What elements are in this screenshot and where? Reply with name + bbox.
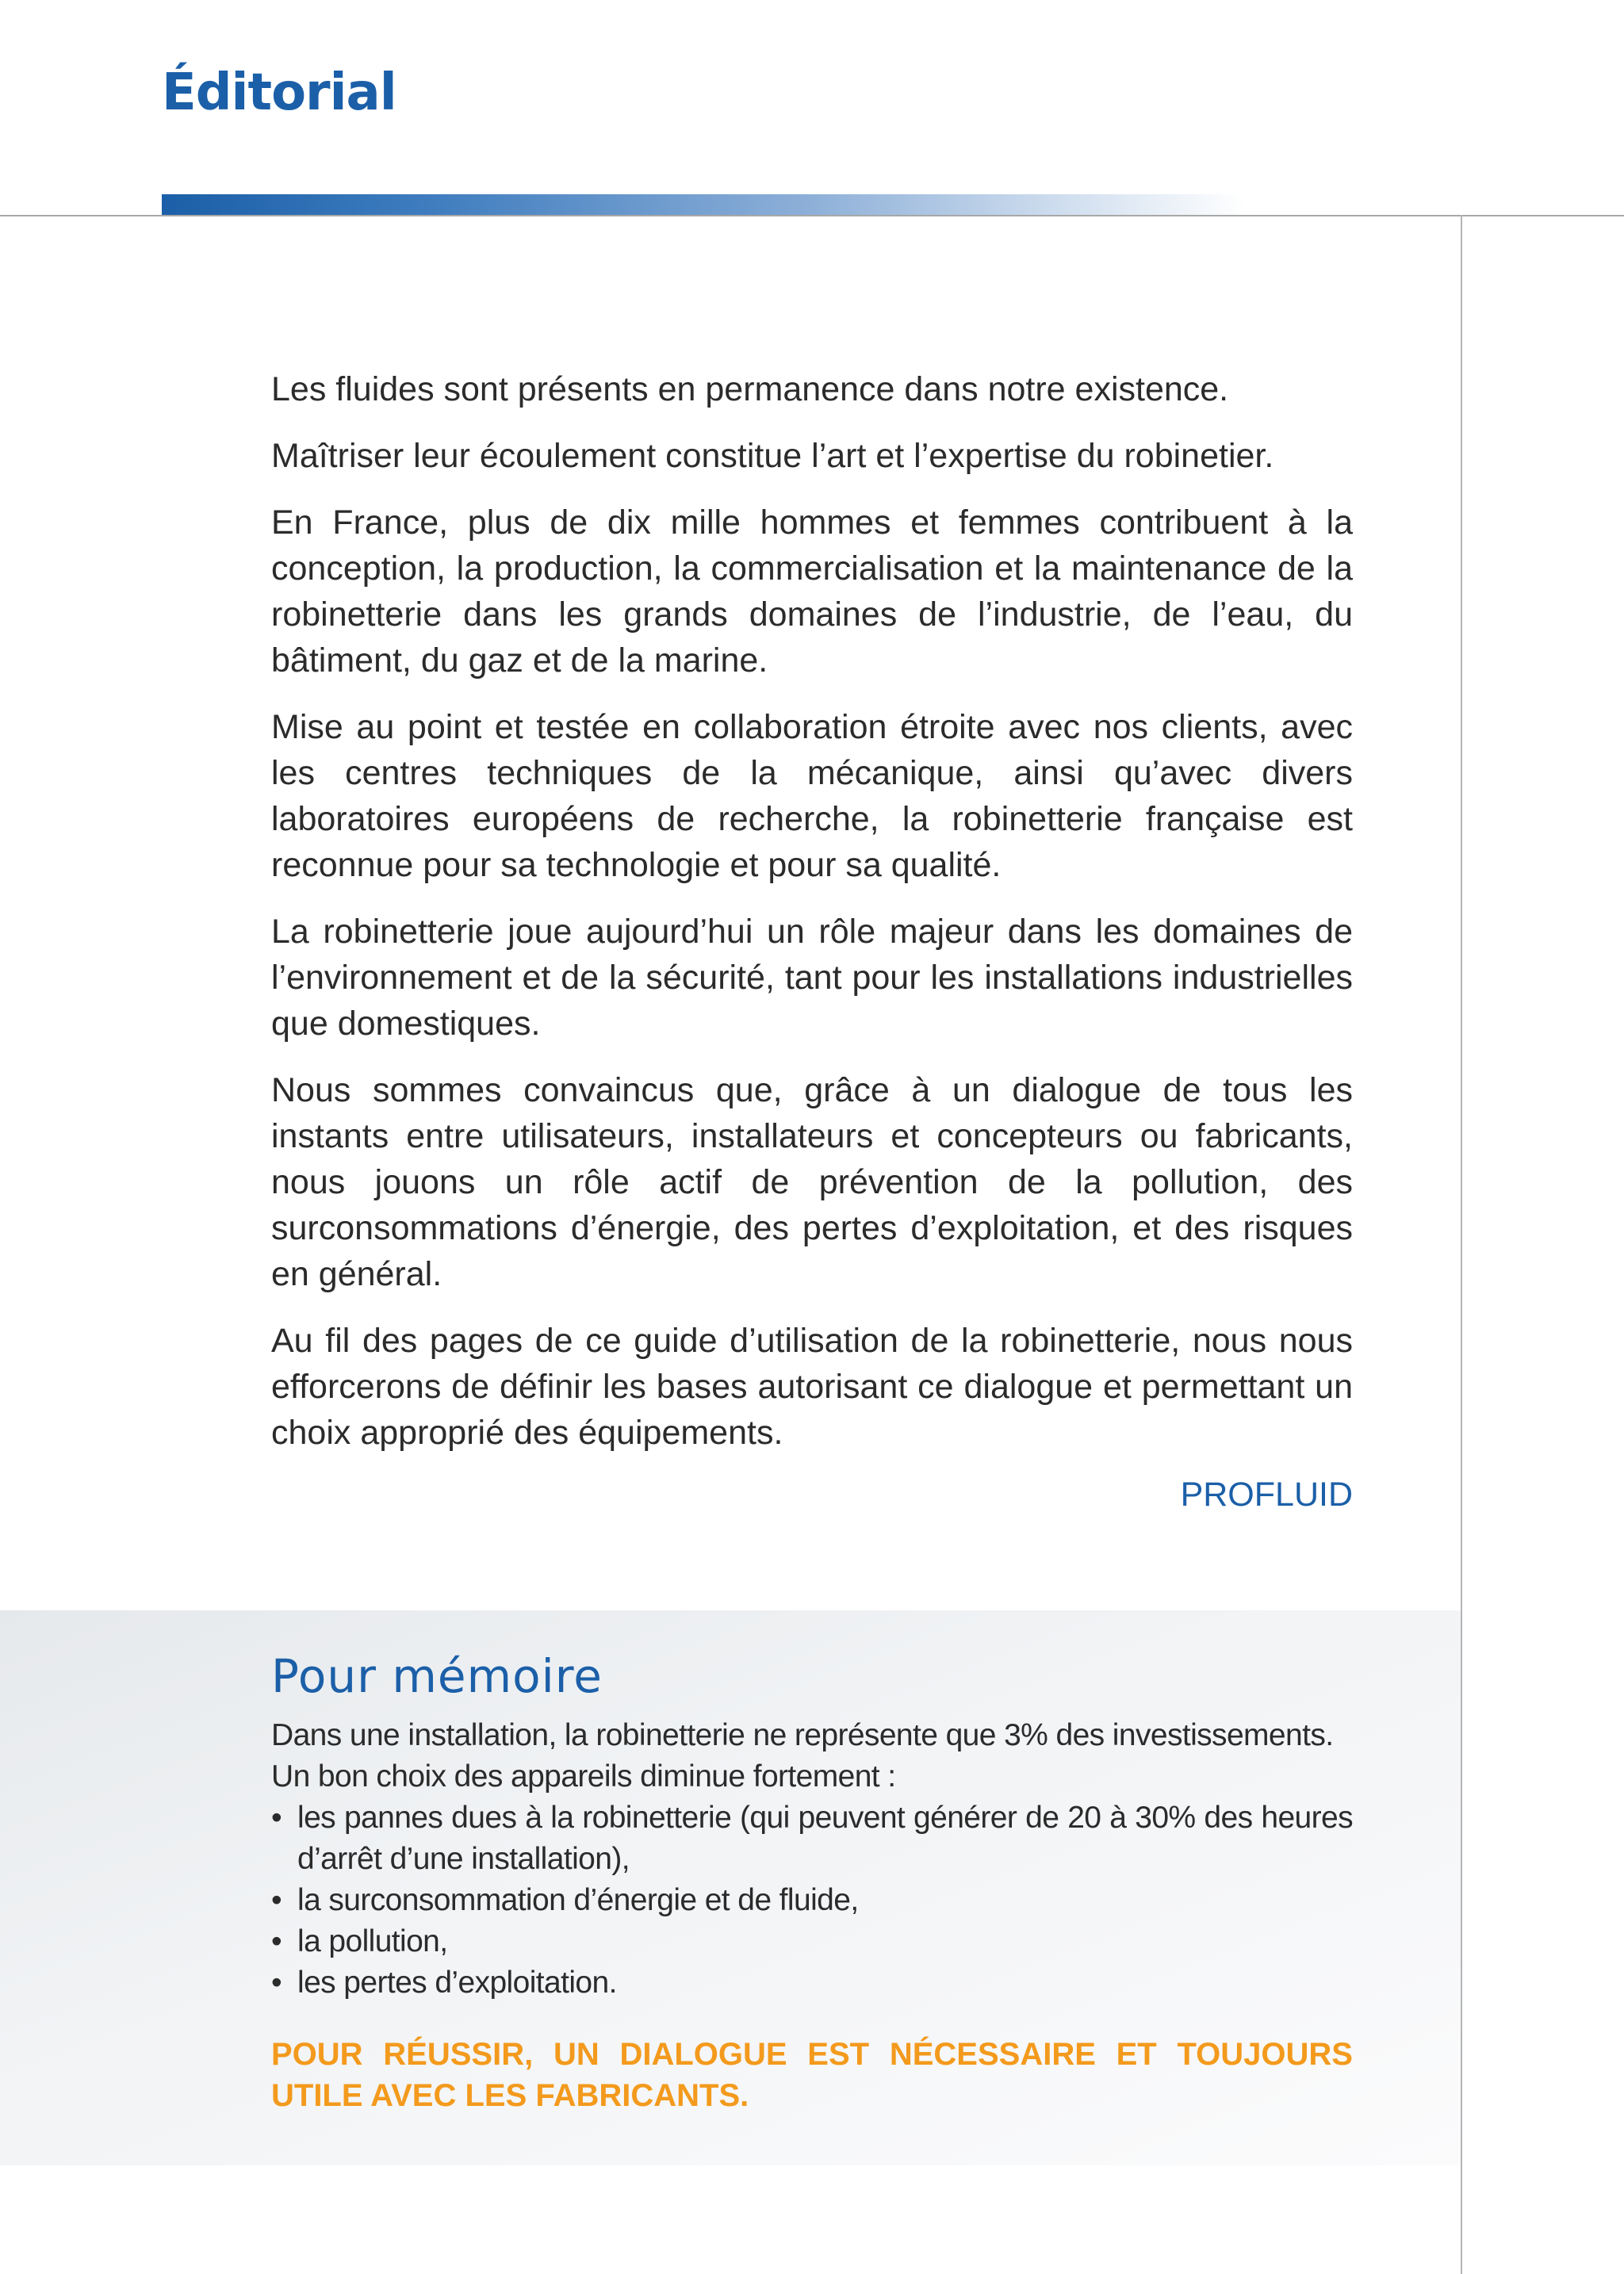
- editorial-paragraph: Les fluides sont présents en permanence dans notre existence.: [271, 370, 1229, 408]
- memo-list-item: • les pannes dues à la robinetterie (qui peuvent générer de 20 à 30% des heures d’arrêt d’une installation),: [271, 1797, 1353, 1880]
- page-title: Éditorial: [162, 63, 396, 122]
- editorial-paragraph: Mise au point et testée en collaboration étroite avec nos clients, avec les centres techniques de la mécanique, ainsi qu’avec divers laboratoires européens de recherche, la robinetterie française est reconnue pour sa technologie et pour sa qualité.: [271, 708, 1353, 884]
- memo-intro: Un bon choix des appareils diminue fortement :: [271, 1759, 896, 1794]
- memo-intro: Dans une installation, la robinetterie ne représente que 3% des investissements.: [271, 1718, 1334, 1752]
- editorial-paragraph: En France, plus de dix mille hommes et femmes contribuent à la conception, la production, la commercialisation et la maintenance de la robinetterie dans les grands domaines de l’industrie, de l’eau, du bâtiment, du gaz et de la marine.: [271, 503, 1353, 680]
- editorial-signature: PROFLUID: [1180, 1476, 1353, 1514]
- header-gradient-bar: [162, 194, 1245, 215]
- editorial-paragraph: La robinetterie joue aujourd’hui un rôle majeur dans les domaines de l’environnement et de la sécurité, tant pour les installations industrielles que domestiques.: [271, 913, 1353, 1043]
- memo-text: [271, 1715, 1353, 2004]
- memo-callout: POUR RÉUSSIR, UN DIALOGUE EST NÉCESSAIRE ET TOUJOURS UTILE AVEC LES FABRICANTS.: [271, 2037, 1353, 2113]
- memo-list-item: • la pollution,: [271, 1921, 1353, 1962]
- memo-list-item: • les pertes d’exploitation.: [271, 1962, 1353, 2004]
- right-margin-rule: [1461, 215, 1462, 2274]
- editorial-paragraph: Au fil des pages de ce guide d’utilisation de la robinetterie, nous nous efforcerons de définir les bases autorisant ce dialogue et permettant un choix approprié des équipements.: [271, 1322, 1353, 1452]
- editorial-paragraph: Maîtriser leur écoulement constitue l’art et l’expertise du robinetier.: [271, 437, 1274, 475]
- memo-list: [271, 1797, 1353, 2004]
- header-rule: [0, 215, 1624, 216]
- editorial-body: [271, 366, 1353, 1518]
- memo-title: Pour mémoire: [271, 1649, 603, 1703]
- editorial-paragraph: Nous sommes convaincus que, grâce à un dialogue de tous les instants entre utilisateurs, installateurs et concepteurs ou fabricants, nous jouons un rôle actif de prévention de la pollution, des surconsommations d’énergie, des pertes d’exploitation, et des risques en général.: [271, 1071, 1353, 1293]
- memo-list-item: • la surconsommation d’énergie et de fluide,: [271, 1880, 1353, 1921]
